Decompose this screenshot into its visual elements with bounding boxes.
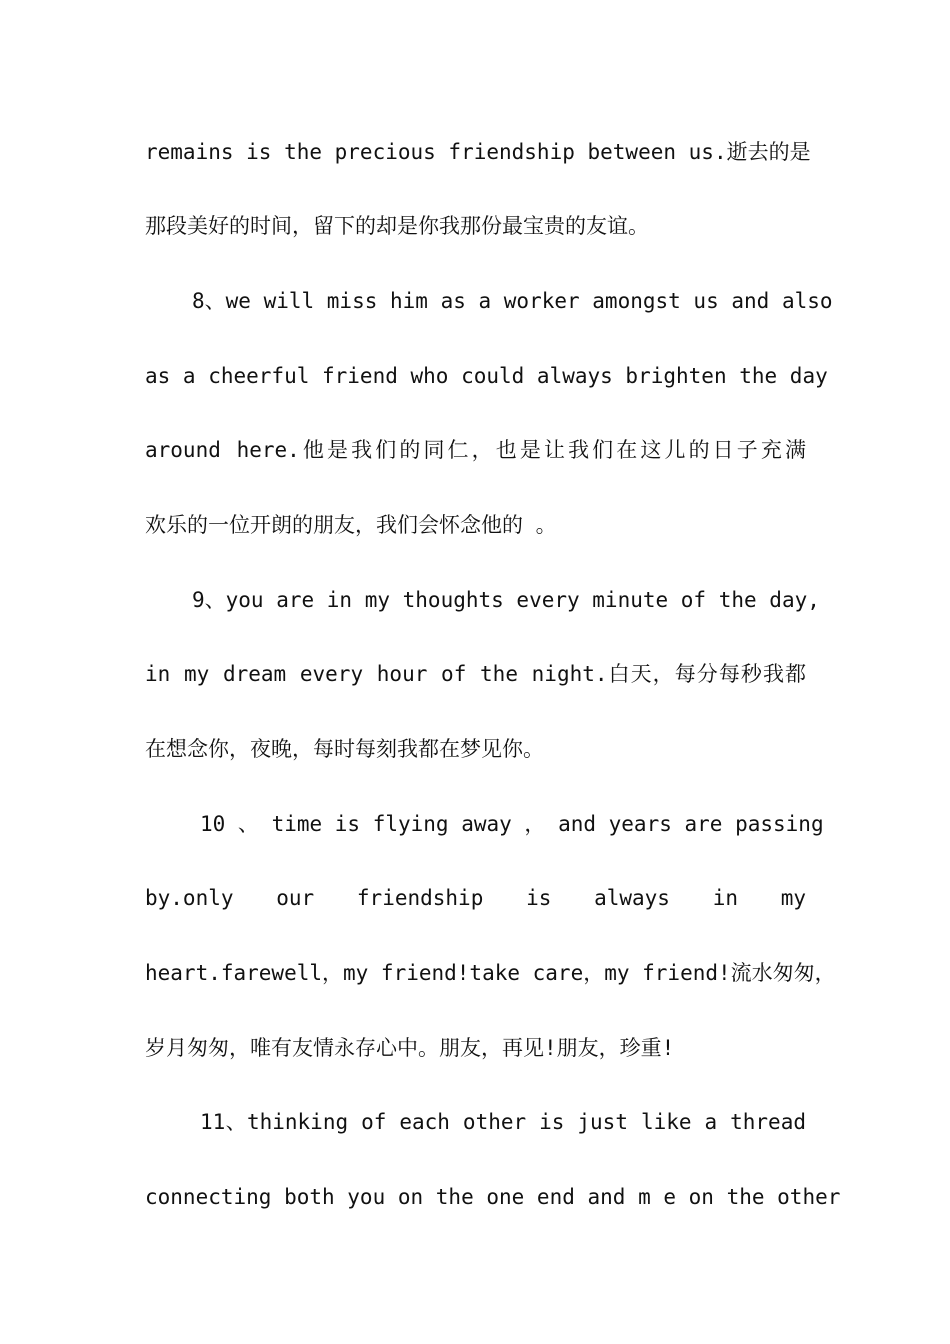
text-line: 欢乐的一位开朗的朋友，我们会怀念他的 。	[145, 513, 557, 537]
text-line: 11、thinking of each other is just like a thread	[200, 1110, 806, 1134]
text-line: by.only our friendship is always in my	[145, 886, 806, 910]
text-line: remains is the precious friendship between us.逝去的是	[145, 140, 811, 164]
text-line: 10 、 time is flying away ， and years are passing	[200, 812, 824, 836]
text-line: in my dream every hour of the night.白天，每分每秒我都	[145, 662, 806, 686]
text-line: 那段美好的时间，留下的却是你我那份最宝贵的友谊。	[145, 214, 649, 238]
text-line: connecting both you on the one end and m e on the other	[145, 1185, 841, 1209]
text-line: 9、you are in my thoughts every minute of the day,	[192, 588, 820, 612]
text-line: 岁月匆匆，唯有友情永存心中。朋友，再见!朋友，珍重!	[145, 1036, 675, 1060]
text-line: around here.他是我们的同仁，也是让我们在这儿的日子充满	[145, 438, 806, 462]
text-line: 在想念你，夜晚，每时每刻我都在梦见你。	[145, 737, 544, 761]
text-line: as a cheerful friend who could always brighten the day	[145, 364, 828, 388]
text-line: heart.farewell，my friend!take care，my friend!流水匆匆，	[145, 961, 836, 985]
text-line: 8、we will miss him as a worker amongst us and also	[192, 289, 833, 313]
